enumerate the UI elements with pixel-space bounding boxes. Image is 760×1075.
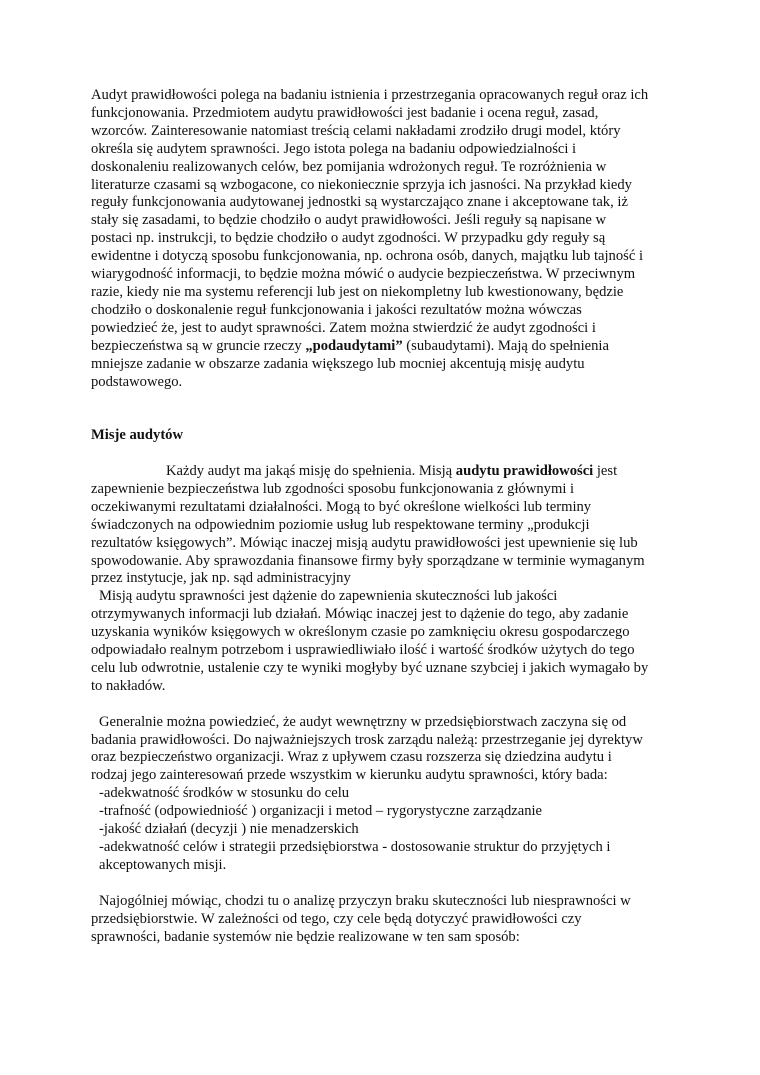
intro-paragraph: [91, 87, 651, 391]
intro-text-a: Audyt prawidłowości polega na badaniu istnienia i przestrzegania opracowanych reguł oraz ich funkcjonowania. Przedmiotem audytu prawidłowości jest badanie i ocena reguł, zasad, wzorców. Zainteresowanie natomiast treścią celami nakładami zrodziło drugi model, który określa się audytem sprawności. Jego istota polega na badaniu odpowiedzialności i doskonaleniu realizowanych celów, bez pomijania wdrożonych reguł. Te rozróżnienia w literaturze czasami są wzbogacone, co niekoniecznie sprzyja ich jasności. Na przykład kiedy reguły funkcjonowania audytowanej jednostki są wystarczająco znane i akceptowane tak, iż stały się zasadami, to będzie chodziło o audyt prawidłowości. Jeśli reguły są napisane w postaci np. instrukcji, to będzie chodziło o audyt zgodności. W przypadku gdy reguły są ewidentne i dotyczą sposobu funkcjonowania, np. ochrona osób, danych, majątku lub tajność i wiarygodność informacji, to będzie można mówić o audycie bezpieczeństwa. W przeciwnym razie, kiedy nie ma systemu referencji lub jest on niekompletny lub kwestionowany, będzie chodziło o doskonalenie reguł funkcjonowania i jakości rezultatów można wówczas powiedzieć że, jest to audyt sprawności. Zatem można stwierdzić że audyt zgodności i bezpieczeństwa są w gruncie rzeczy: [91, 87, 649, 354]
list-item: -trafność (odpowiedniość ) organizacji i metod – rygorystyczne zarządzanie: [99, 803, 543, 820]
mission-text-a: Każdy audyt ma jakąś misję do spełnienia. Misją: [166, 463, 456, 479]
mission-bold-term: audytu prawidłowości: [455, 463, 594, 479]
intro-text-b: (subaudytami). Mają do spełnienia mniejsze zadanie w obszarze zadania większego lub mocniej akcentują misję audytu podstawowego.: [91, 337, 609, 390]
document-page: [91, 87, 651, 946]
list-item: -adekwatność środków w stosunku do celu: [99, 785, 350, 802]
mission-text-b: jest zapewnienie bezpieczeństwa lub zgodności sposobu funkcjonowania z głównymi i oczekiwanymi rezultatami działalności. Mogą to być określone wielkości lub terminy świadczonych na odpowiednim poziomie usług lub respektowane terminy „produkcji rezultatów księgowych”. Mówiąc inaczej misją audytu prawidłowości jest upewnienie się lub spowodowanie. Aby sprawozdania finansowe firmy były sporządzane w terminie wymaganym przez instytucje, jak np. sąd administracyjny: [91, 463, 645, 587]
paragraph-gap: [91, 875, 651, 893]
paragraph-gap: [91, 696, 651, 714]
section-heading: Misje audytów: [91, 427, 184, 444]
audit-scope-list: [91, 785, 651, 875]
intro-bold-term: „podaudytami”: [305, 337, 403, 354]
list-item: -adekwatność celów i strategii przedsiębiorstwa - dostosowanie struktur do przyjętych i akceptowanych misji.: [99, 839, 611, 873]
internal-audit-paragraph: Generalnie można powiedzieć, że audyt wewnętrzny w przedsiębiorstwach zaczyna się od badania prawidłowości. Do najważniejszych trosk zarządu należą: przestrzeganie jej dyrektyw oraz bezpieczeństwo organizacji. Wraz z upływem czasu rozszerza się dziedzina audytu i rodzaj jego zainteresowań przede wszystkim w kierunku audytu sprawności, który bada:: [91, 713, 643, 784]
mission-paragraph: [91, 463, 651, 588]
efficiency-paragraph: Misją audytu sprawności jest dążenie do zapewnienia skuteczności lub jakości otrzymywanych informacji lub działań. Mówiąc inaczej jest to dążenie do tego, aby zadanie uzyskania wyników księgowych w określonym czasie po zamknięciu okresu gospodarczego odpowiadało realnym potrzebom i usprawiedliwiało ilość i wartość środków użytych do tego celu lub odwrotnie, ustalenie czy te wyniki mogłyby być uznane szybciej i jakich wymagało by to nakładów.: [91, 588, 649, 694]
list-item: -jakość działań (decyzji ) nie menadzerskich: [99, 821, 359, 838]
summary-paragraph: Najogólniej mówiąc, chodzi tu o analizę przyczyn braku skuteczności lub niesprawności w przedsiębiorstwie. W zależności od tego, czy cele będą dotyczyć prawidłowości czy sprawności, badanie systemów nie będzie realizowane w ten sam sposób:: [91, 892, 631, 945]
